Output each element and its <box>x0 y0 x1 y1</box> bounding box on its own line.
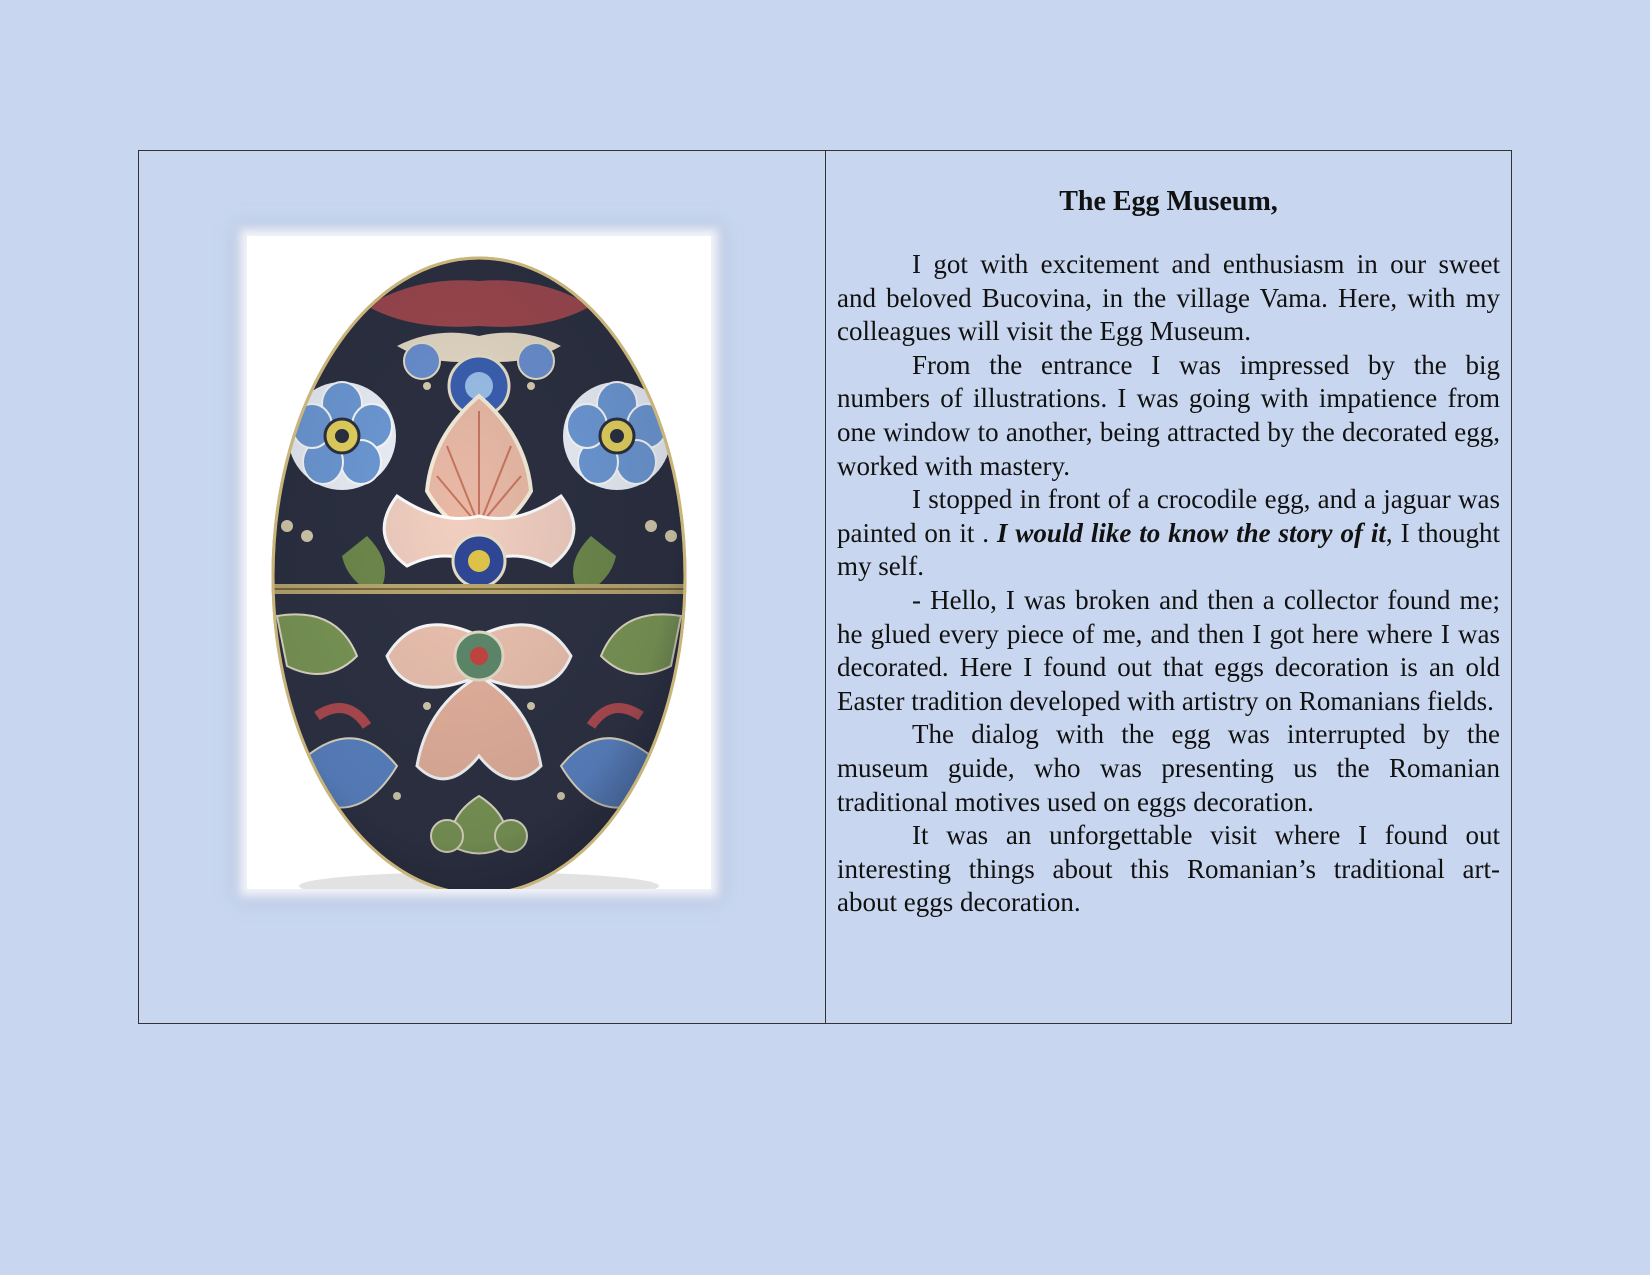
paragraph-4: - Hello, I was broken and then a collector found me; he glued every piece of me, and then I got here where I was decorated. Here I found out that eggs decoration is an old Easter tradition developed with artistry on Romanians fields. <box>837 584 1500 716</box>
paragraph-2: From the entrance I was impressed by the big numbers of illustrations. I was going with impatience from one window to another, being attracted by the decorated egg, worked with mastery. <box>837 349 1500 481</box>
paragraph-5: The dialog with the egg was interrupted by the museum guide, who was presenting us the Romanian traditional motives used on eggs decoration. <box>837 719 1500 817</box>
paragraph-3-emphasis: I would like to know the story of it <box>996 517 1386 548</box>
document-table <box>138 150 1512 1024</box>
paragraph-3-tail: , I thought my self. <box>837 517 1500 582</box>
paragraph-3-lead: I stopped in front of a crocodile egg, and a jaguar was painted on it . <box>837 484 1500 548</box>
paragraph-1: I got with excitement and enthusiasm in our sweet and beloved Bucovina, in the village Vama. Here, with my colleagues will visit the Egg Museum. <box>837 249 1500 347</box>
paragraph-6: It was an unforgettable visit where I found out interesting things about this Romanian’s traditional art- about eggs decoration. <box>837 820 1500 918</box>
paragraph-3 <box>837 483 1500 584</box>
decorated-egg-photo <box>247 236 711 889</box>
document-title: The Egg Museum, <box>1059 186 1278 217</box>
image-cell <box>139 151 826 1023</box>
text-cell <box>826 151 1511 1023</box>
